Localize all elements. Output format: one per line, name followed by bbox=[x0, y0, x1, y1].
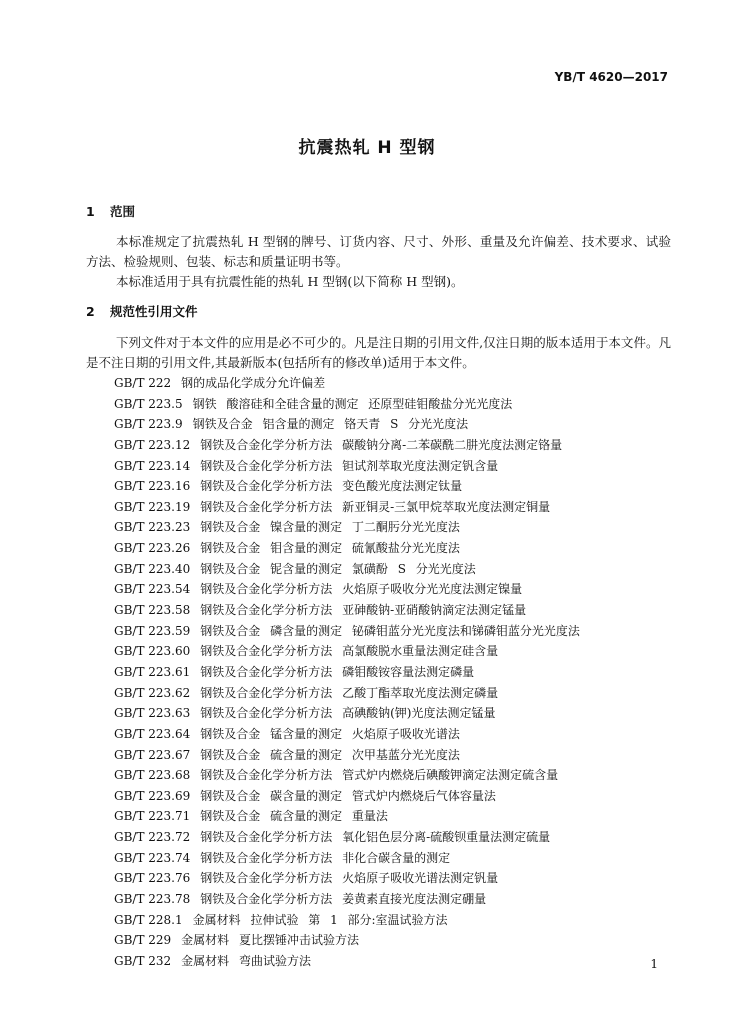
reference-item bbox=[114, 600, 580, 621]
reference-item bbox=[114, 745, 580, 766]
reference-title: 钢铁及合金 碳含量的测定 管式炉内燃烧后气体容量法 bbox=[200, 788, 496, 803]
reference-code: GB/T 223.63 bbox=[114, 706, 191, 721]
reference-title: 钢铁及合金 硫含量的测定 重量法 bbox=[200, 809, 388, 824]
reference-item bbox=[114, 517, 580, 538]
reference-title: 钢铁及合金化学分析方法 碳酸钠分离-二苯碳酰二肼光度法测定铬量 bbox=[200, 437, 563, 452]
reference-item bbox=[114, 662, 580, 683]
reference-title: 钢铁及合金化学分析方法 氧化铝色层分离-硫酸钡重量法测定硫量 bbox=[200, 830, 551, 845]
reference-title: 钢铁及合金化学分析方法 磷钼酸铵容量法测定磷量 bbox=[200, 664, 475, 679]
reference-title: 钢铁及合金化学分析方法 高氯酸脱水重量法测定硅含量 bbox=[200, 644, 499, 659]
section-heading-normative-references bbox=[86, 302, 198, 320]
reference-item bbox=[114, 703, 580, 724]
reference-item bbox=[114, 435, 580, 456]
reference-code: GB/T 223.5 bbox=[114, 396, 183, 411]
reference-code: GB/T 229 bbox=[114, 933, 172, 948]
reference-code: GB/T 223.67 bbox=[114, 747, 191, 762]
reference-code: GB/T 223.69 bbox=[114, 788, 191, 803]
reference-code: GB/T 223.61 bbox=[114, 664, 191, 679]
reference-title: 钢铁及合金 铝含量的测定 铬天青 S 分光光度法 bbox=[192, 417, 469, 432]
reference-title: 钢铁及合金化学分析方法 乙酸丁酯萃取光度法测定磷量 bbox=[200, 685, 499, 700]
reference-code: GB/T 223.16 bbox=[114, 479, 191, 494]
reference-item bbox=[114, 373, 580, 394]
reference-code: GB/T 223.59 bbox=[114, 623, 191, 638]
reference-title: 钢铁及合金化学分析方法 姜黄素直接光度法测定硼量 bbox=[200, 892, 487, 907]
reference-code: GB/T 223.19 bbox=[114, 499, 191, 514]
reference-item bbox=[114, 641, 580, 662]
reference-item bbox=[114, 538, 580, 559]
reference-item bbox=[114, 497, 580, 518]
reference-code: GB/T 223.62 bbox=[114, 685, 191, 700]
references-intro-paragraph: 下列文件对于本文件的应用是必不可少的。凡是注日期的引用文件,仅注日期的版本适用于本文件。凡是不注日期的引用文件,其最新版本(包括所有的修改单)适用于本文件。 bbox=[86, 335, 671, 370]
reference-title: 钢铁及合金化学分析方法 火焰原子吸收分光光度法测定镍量 bbox=[200, 582, 523, 597]
document-title: 抗震热轧 H 型钢 bbox=[298, 138, 436, 158]
scope-paragraph-1: 本标准规定了抗震热轧 H 型钢的牌号、订货内容、尺寸、外形、重量及允许偏差、技术要求、试验方法、检验规则、包装、标志和质量证明书等。 bbox=[86, 234, 671, 269]
reference-code: GB/T 222 bbox=[114, 376, 172, 390]
reference-title: 钢铁及合金 铌含量的测定 氯磺酚 S 分光光度法 bbox=[200, 561, 476, 576]
reference-item bbox=[114, 910, 580, 931]
section-number: 1 bbox=[86, 204, 95, 219]
standard-code: YB/T 4620—2017 bbox=[554, 70, 668, 84]
reference-code: GB/T 223.71 bbox=[114, 809, 191, 824]
reference-item bbox=[114, 868, 580, 889]
reference-list bbox=[114, 373, 580, 972]
reference-title: 钢铁及合金化学分析方法 亚砷酸钠-亚硝酸钠滴定法测定锰量 bbox=[200, 603, 527, 618]
reference-code: GB/T 223.60 bbox=[114, 644, 191, 659]
reference-item bbox=[114, 930, 580, 951]
reference-title: 钢铁及合金化学分析方法 钽试剂萃取光度法测定钒含量 bbox=[200, 458, 499, 473]
reference-code: GB/T 223.68 bbox=[114, 768, 191, 783]
reference-title: 钢铁及合金 锰含量的测定 火焰原子吸收光谱法 bbox=[200, 726, 460, 741]
reference-title: 钢铁及合金 镍含量的测定 丁二酮肟分光光度法 bbox=[200, 520, 460, 535]
reference-item bbox=[114, 827, 580, 848]
reference-title: 钢铁 酸溶硅和全硅含量的测定 还原型硅钼酸盐分光光度法 bbox=[192, 396, 513, 411]
reference-title: 钢铁及合金 钼含量的测定 硫氰酸盐分光光度法 bbox=[200, 541, 460, 556]
reference-item bbox=[114, 951, 580, 972]
reference-item bbox=[114, 579, 580, 600]
reference-title: 钢铁及合金 磷含量的测定 铋磷钼蓝分光光度法和锑磷钼蓝分光光度法 bbox=[200, 623, 580, 638]
reference-code: GB/T 228.1 bbox=[114, 912, 183, 927]
reference-item bbox=[114, 456, 580, 477]
reference-title: 金属材料 夏比摆锤冲击试验方法 bbox=[181, 933, 359, 948]
reference-code: GB/T 223.64 bbox=[114, 726, 191, 741]
reference-title: 钢铁及合金 硫含量的测定 次甲基蓝分光光度法 bbox=[200, 747, 460, 762]
reference-code: GB/T 223.14 bbox=[114, 458, 191, 473]
reference-item bbox=[114, 683, 580, 704]
reference-code: GB/T 223.76 bbox=[114, 871, 191, 886]
reference-code: GB/T 223.9 bbox=[114, 417, 183, 432]
reference-title: 钢铁及合金化学分析方法 新亚铜灵-三氯甲烷萃取光度法测定铜量 bbox=[200, 499, 551, 514]
reference-code: GB/T 223.58 bbox=[114, 603, 191, 618]
reference-title: 钢铁及合金化学分析方法 管式炉内燃烧后碘酸钾滴定法测定硫含量 bbox=[200, 768, 559, 783]
section-heading-scope bbox=[86, 202, 135, 220]
reference-code: GB/T 223.40 bbox=[114, 561, 191, 576]
reference-code: GB/T 223.23 bbox=[114, 520, 191, 535]
reference-item bbox=[114, 848, 580, 869]
reference-item bbox=[114, 414, 580, 435]
reference-code: GB/T 223.54 bbox=[114, 582, 191, 597]
reference-code: GB/T 232 bbox=[114, 953, 172, 968]
section-title: 规范性引用文件 bbox=[110, 304, 198, 319]
reference-item bbox=[114, 765, 580, 786]
reference-title: 金属材料 弯曲试验方法 bbox=[181, 953, 311, 968]
reference-code: GB/T 223.72 bbox=[114, 830, 191, 845]
scope-paragraph-2: 本标准适用于具有抗震性能的热轧 H 型钢(以下简称 H 型钢)。 bbox=[116, 274, 464, 289]
reference-title: 钢的成品化学成分允许偏差 bbox=[181, 376, 326, 390]
reference-code: GB/T 223.12 bbox=[114, 437, 191, 452]
reference-title: 钢铁及合金化学分析方法 火焰原子吸收光谱法测定钒量 bbox=[200, 871, 499, 886]
reference-code: GB/T 223.74 bbox=[114, 850, 191, 865]
section-title: 范围 bbox=[110, 204, 136, 219]
section-number: 2 bbox=[86, 304, 95, 319]
page-number: 1 bbox=[650, 957, 658, 971]
reference-title: 金属材料 拉伸试验 第 1 部分:室温试验方法 bbox=[192, 912, 448, 927]
reference-title: 钢铁及合金化学分析方法 非化合碳含量的测定 bbox=[200, 850, 451, 865]
reference-item bbox=[114, 786, 580, 807]
reference-item bbox=[114, 559, 580, 580]
reference-item bbox=[114, 724, 580, 745]
reference-title: 钢铁及合金化学分析方法 变色酸光度法测定钛量 bbox=[200, 479, 463, 494]
reference-title: 钢铁及合金化学分析方法 高碘酸钠(钾)光度法测定锰量 bbox=[200, 706, 496, 721]
reference-item bbox=[114, 476, 580, 497]
reference-code: GB/T 223.78 bbox=[114, 892, 191, 907]
reference-item bbox=[114, 889, 580, 910]
reference-item bbox=[114, 394, 580, 415]
reference-code: GB/T 223.26 bbox=[114, 541, 191, 556]
reference-item bbox=[114, 806, 580, 827]
reference-item bbox=[114, 621, 580, 642]
